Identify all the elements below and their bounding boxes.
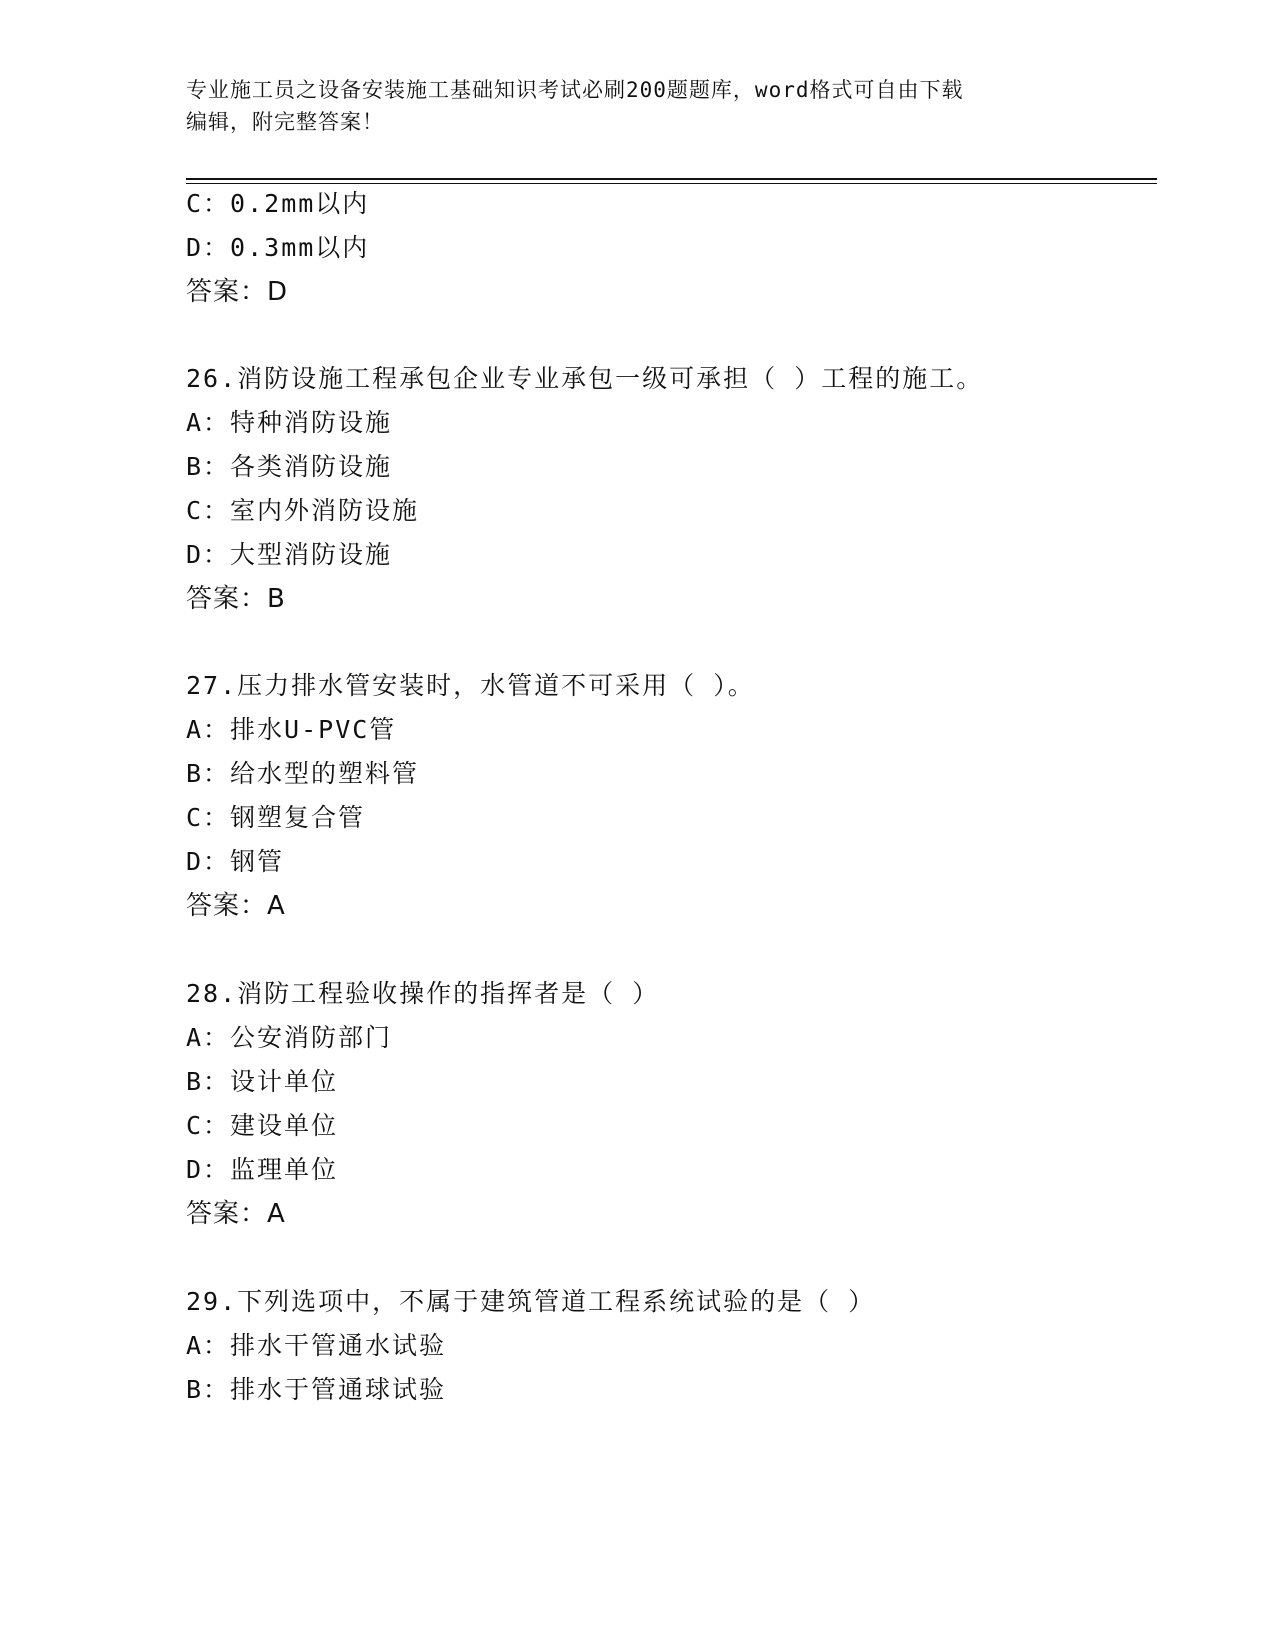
q27-option-c: C：钢塑复合管 xyxy=(186,803,366,832)
q26-answer: 答案：B xyxy=(186,584,286,614)
q27-option-b: B：给水型的塑料管 xyxy=(186,759,420,788)
q28-question: 28.消防工程验收操作的指挥者是（ ） xyxy=(186,979,660,1008)
q28-option-c: C：建设单位 xyxy=(186,1111,339,1140)
q25-option-d: D：0.3mm以内 xyxy=(186,233,370,262)
q28-option-a: A：公安消防部门 xyxy=(186,1023,393,1052)
q27-answer: 答案：A xyxy=(186,891,286,921)
q26-option-d: D：大型消防设施 xyxy=(186,540,393,569)
q29-question: 29.下列选项中，不属于建筑管道工程系统试验的是（ ） xyxy=(186,1287,876,1316)
q25-answer: 答案：D xyxy=(186,277,289,307)
q26-option-b: B：各类消防设施 xyxy=(186,452,393,481)
q28-option-b: B：设计单位 xyxy=(186,1067,339,1096)
q27-option-a: A：排水U-PVC管 xyxy=(186,715,397,744)
q28-option-d: D：监理单位 xyxy=(186,1155,339,1184)
q26-question: 26.消防设施工程承包企业专业承包一级可承担（ ）工程的施工。 xyxy=(186,364,984,393)
q27-option-d: D：钢管 xyxy=(186,847,285,876)
q27-question: 27.压力排水管安装时，水管道不可采用（ ）。 xyxy=(186,671,755,700)
q28-answer: 答案：A xyxy=(186,1199,286,1229)
header-divider-thin xyxy=(186,183,1157,184)
q26-option-a: A：特种消防设施 xyxy=(186,408,393,437)
header-divider-thick xyxy=(186,178,1157,180)
q26-option-c: C：室内外消防设施 xyxy=(186,496,420,525)
header-title-line-2: 编辑，附完整答案！ xyxy=(186,110,384,134)
q29-option-b: B：排水于管通球试验 xyxy=(186,1375,447,1404)
q29-option-a: A：排水干管通水试验 xyxy=(186,1331,447,1360)
document-header xyxy=(186,74,1066,138)
header-title-line-1: 专业施工员之设备安装施工基础知识考试必刷200题题库，word格式可自由下载 xyxy=(186,78,964,102)
q25-option-c: C：0.2mm以内 xyxy=(186,189,370,218)
